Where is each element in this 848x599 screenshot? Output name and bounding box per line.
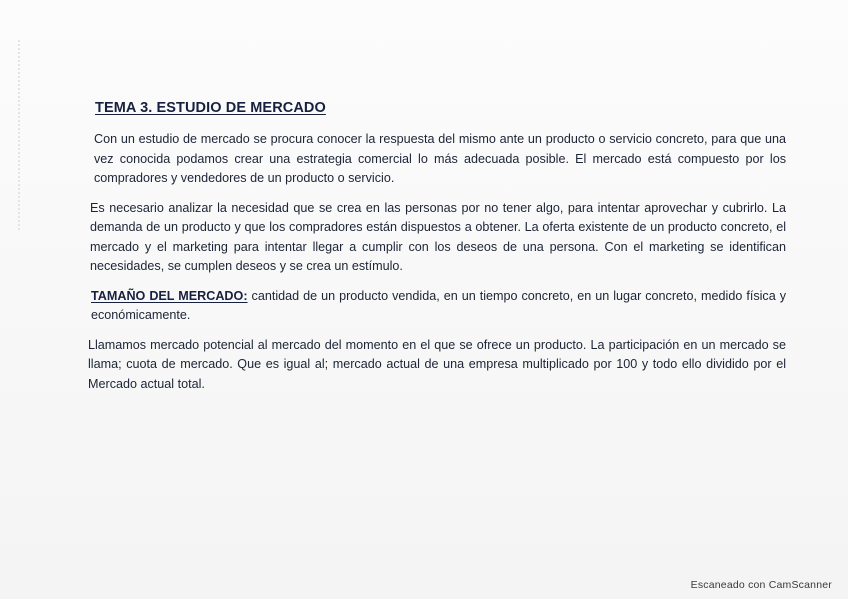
document-title: TEMA 3. ESTUDIO DE MERCADO — [95, 100, 326, 116]
paragraph-needs: Es necesario analizar la necesidad que se crea en las personas por no tener algo, para intentar aprovechar y cubrirlo. La demanda de un producto y que los compradores están dispuestos a obtener. La oferta existente de un producto concreto, el mercado y el marketing para intentar llegar a cumplir con los deseos de una persona. Con el marketing se identifican necesidades, se cumplen deseos y se crea un estímulo. — [90, 200, 786, 273]
binding-holes — [18, 40, 26, 230]
paragraph-market-share: Llamamos mercado potencial al mercado del momento en el que se ofrece un producto. La participación en un mercado se llama; cuota de mercado. Que es igual al; mercado actual de una empresa multiplicado por 100 y todo ello dividido por el Mercado actual total. — [88, 337, 786, 391]
definition-term: TAMAÑO DEL MERCADO: — [91, 288, 248, 303]
definition-text: cantidad de un producto vendida, en un tiempo concreto, en un lugar concreto, medido física y económicamente. — [91, 288, 787, 322]
paragraph-market-size — [91, 287, 786, 326]
paragraph-intro: Con un estudio de mercado se procura conocer la respuesta del mismo ante un producto o servicio concreto, para que una vez conocida podamos crear una estrategia comercial lo más adecuada posible. El mercado está compuesto por los compradores y vendedores de un producto o servicio. — [94, 132, 786, 185]
document-body — [88, 100, 786, 404]
camscanner-watermark: Escaneado con CamScanner — [690, 579, 832, 591]
